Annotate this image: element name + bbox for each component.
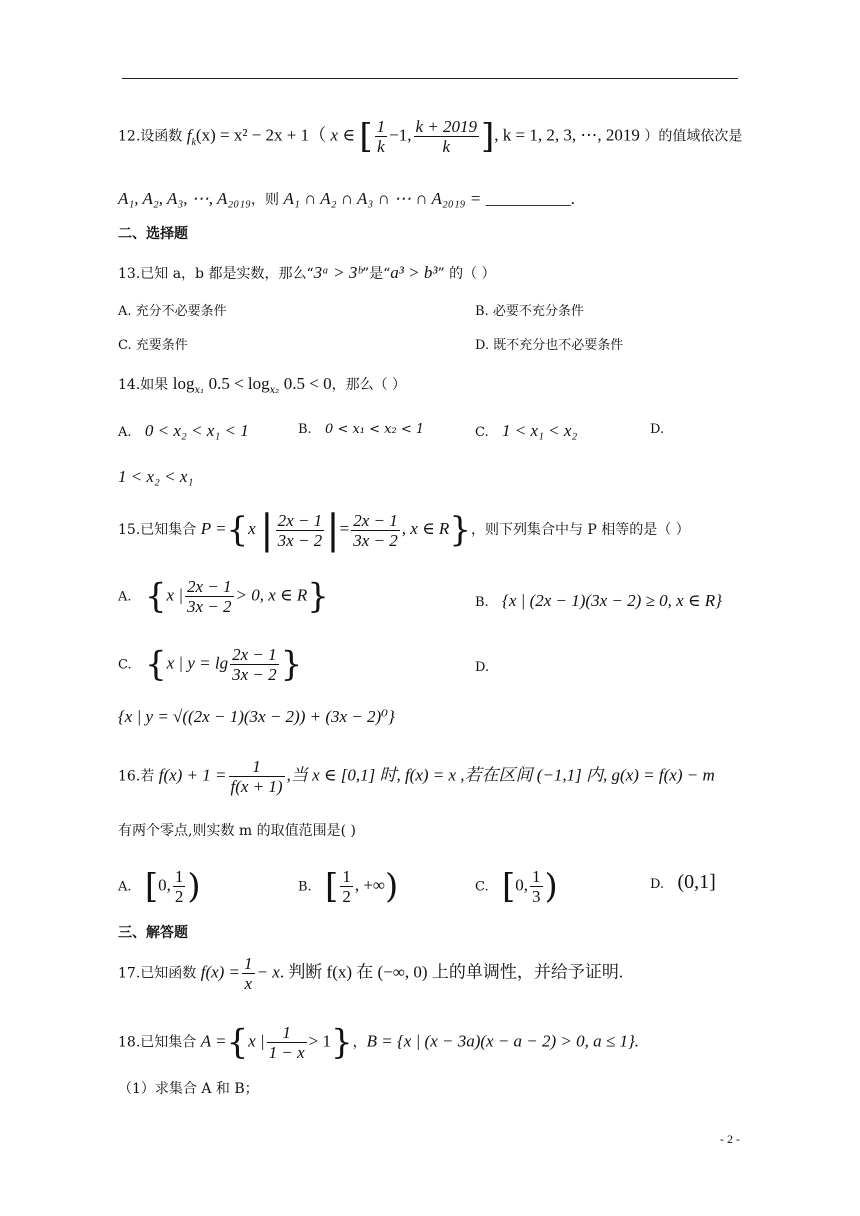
q14-option-d: 1 < x₂ < x₁ (118, 467, 194, 486)
q14-option-c: C. 1 < x₁ < x₂ (475, 421, 578, 440)
header-rule (122, 78, 738, 79)
q14-stem: 14.如果 $\log_{x_1} 0.5 < \log_{x_2} 0.5 < 0$，那么（ ） (118, 374, 407, 396)
q13-stem: 13.已知 a，b 都是实数，那么“3ᵃ > 3ᵇ”是“a³ > b³” 的（ ） (118, 263, 496, 282)
q16-option-a: A. [0, $\frac{1}{2}$ ) (118, 866, 201, 907)
q12-function: $f_k$ (186, 125, 196, 148)
q15-stem: 15.已知集合 P ={x | $\frac{2x - 1}{3x - 2}$ |= $\frac{2x - 1}{3x - 2}$ , x ∈ R}，则下列集合中与 P 相等的是（ ） (118, 507, 690, 553)
q13-option-a: A. 充分不必要条件 (118, 304, 227, 319)
q13-option-b: B. 必要不充分条件 (475, 304, 584, 319)
q16-option-b: B. [ $\frac{1}{2}$ , +∞) (298, 866, 399, 907)
q15-option-a: A. {x | $\frac{2x - 1}{3x - 2}$ > 0, x ∈ R} (118, 576, 329, 617)
q15-option-b: B. {x | (2x − 1)(3x − 2) ≥ 0, x ∈ R} (475, 591, 722, 610)
q16-stem: 16.若 f(x) + 1 = $\frac{1}{f(x + 1)}$ ,当 x ∈ [0,1] 时, f(x) = x ,若在区间 (−1,1] 内, g(x) = f(x) − m (118, 757, 715, 796)
section-title-answer: 三、解答题 (118, 925, 188, 941)
q16-option-c: C. [0, $\frac{1}{3}$ ) (475, 866, 558, 907)
q16-option-d: D. (0,1] (650, 871, 716, 893)
q15-option-d-label: D. (475, 660, 490, 675)
q17-stem: 17.已知函数 f(x) = $\frac{1}{x}$ − x. 判断 f(x) 在 (−∞, 0) 上的单调性，并给予证明. (118, 954, 624, 993)
q14-option-a: A. 0 < x₂ < x₁ < 1 (118, 421, 249, 440)
section-title-choice: 二、选择题 (118, 226, 188, 242)
q13-option-c: C. 充要条件 (118, 338, 188, 353)
q13-option-d: D. 既不充分也不必要条件 (475, 338, 624, 353)
q18-part1: （1）求集合 A 和 B； (118, 1081, 259, 1097)
q14-option-d-label: D. (650, 422, 665, 437)
q12-frac-2: $\frac{k + 2019}{k}$ (415, 117, 478, 156)
page-number: - 2 - (720, 1132, 740, 1146)
q12-line1: 12.设函数 $f_k(x) = x^2 - 2x + 1$（ x ∈ [ $\frac{1}{k}$ −1, $\frac{k + 2019}{k}$ ], k = 1, 2, 3, ⋯, 2019 ）的值域依次是 (118, 116, 743, 157)
q18-stem: 18.已知集合 A ={x | $\frac{1}{1 - x}$ > 1}，B = {x | (x − 3a)(x − a − 2) > 0, a ≤ 1}. (118, 1022, 640, 1063)
q15-option-c: C. {x | y = lg $\frac{2x - 1}{3x - 2}$ } (118, 644, 303, 685)
q12-line2: A₁, A₂, A₃, ⋯, A₂₀₁₉，则 A₁ ∩ A₂ ∩ A₃ ∩ ⋯ ∩ A₂₀₁₉ = __________. (118, 189, 575, 208)
q14-option-b: B. 0 < x₁ < x₂ < 1 (298, 422, 425, 437)
q12-frac-1: $\frac{1}{k}$ (376, 117, 386, 156)
q16-line2: 有两个零点,则实数 m 的取值范围是( ) (118, 823, 356, 839)
q15-option-d: {x | y = √((2x − 1)(3x − 2)) + (3x − 2)⁰} (118, 707, 395, 726)
